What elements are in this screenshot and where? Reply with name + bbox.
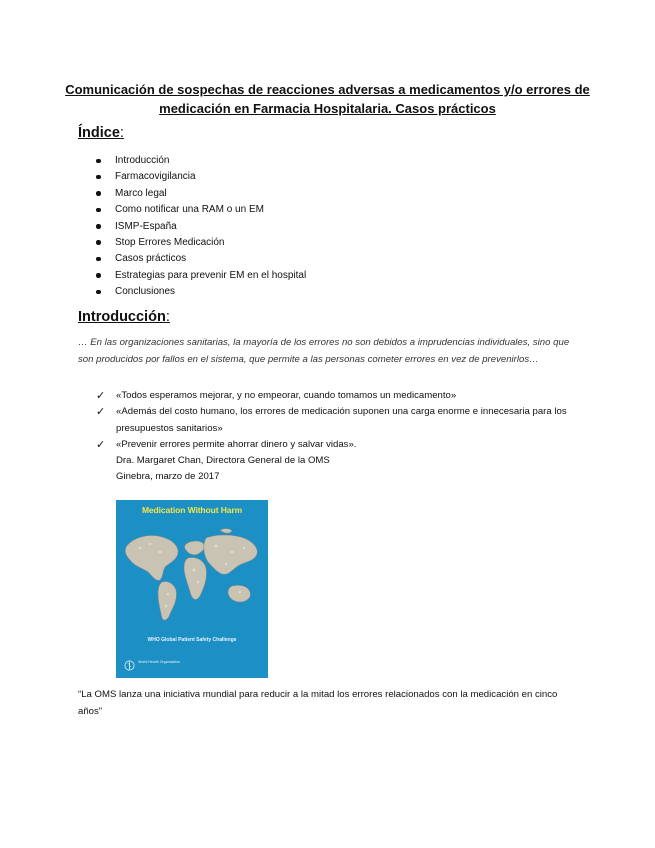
checkmark-icon: ✓: [96, 390, 106, 402]
bullet-icon: [96, 224, 101, 229]
index-item-label: Casos prácticos: [115, 253, 187, 265]
poster-title: Medication Without Harm: [141, 505, 243, 515]
quote-item: [96, 437, 586, 453]
document-title: Comunicación de sospechas de reacciones adversas a medicamentos y/o errores de medicación en Farmacia Hospitalaria. Casos prácticos: [65, 82, 590, 116]
index-item: [93, 235, 306, 251]
index-item-label: Farmacovigilancia: [115, 171, 196, 183]
poster-logo-text: World Health Organization: [138, 660, 181, 664]
index-heading-text: Índice: [78, 125, 120, 141]
poster-subtitle: WHO Global Patient Safety Challenge: [147, 637, 237, 643]
index-item-label: Conclusiones: [115, 286, 176, 298]
checkmark-icon: ✓: [96, 438, 106, 451]
quote-text: «Prevenir errores permite ahorrar dinero y salvar vidas».: [116, 438, 357, 450]
bullet-icon: [96, 240, 101, 245]
bullet-icon: [96, 175, 101, 180]
index-item-label: ISMP-España: [115, 220, 177, 232]
index-heading: [78, 124, 124, 142]
quote-text: «Además del costo humano, los errores de medicación suponen una carga enorme e innecesaria para los presupuestos sanitarios»: [116, 406, 567, 434]
closing-quote: “La OMS lanza una iniciativa mundial para reducir a la mitad los errores relacionados con la medicación en cinco años”: [78, 689, 558, 717]
bullet-icon: [96, 290, 101, 295]
quote-item: [96, 388, 586, 404]
index-item: [93, 202, 306, 218]
quote-place-date: Ginebra, marzo de 2017: [116, 471, 220, 483]
bullet-icon: [96, 191, 101, 196]
index-item-label: Como notificar una RAM o un EM: [115, 204, 264, 216]
index-item: [93, 169, 306, 185]
checkmark-icon: ✓: [96, 406, 106, 419]
quote-list: [96, 388, 586, 486]
index-item-label: Marco legal: [115, 187, 167, 199]
index-item: [93, 284, 306, 300]
introduction-heading-text: Introducción: [78, 309, 166, 325]
index-item: [93, 268, 306, 284]
introduction-heading-colon: :: [165, 309, 170, 325]
index-item-label: Stop Errores Medicación: [115, 236, 225, 248]
index-item: [93, 251, 306, 267]
world-map-illustration: [116, 522, 268, 632]
introduction-heading: [78, 308, 170, 326]
who-logo-icon: [124, 660, 135, 671]
bullet-icon: [96, 257, 101, 262]
introduction-paragraph: … En las organizaciones sanitarias, la mayoría de los errores no son debidos a imprudencias individuales, sino que son producidos por fallos en el sistema, que permite a las personas cometer errores en vez de prevenirlos…: [78, 337, 570, 365]
index-item: [93, 153, 306, 169]
index-list: [93, 153, 306, 301]
index-item: [93, 186, 306, 202]
bullet-icon: [96, 159, 101, 164]
quote-text: «Todos esperamos mejorar, y no empeorar, cuando tomamos un medicamento»: [116, 390, 457, 401]
bullet-icon: [96, 208, 101, 213]
quote-attribution: Dra. Margaret Chan, Directora General de la OMS: [116, 455, 330, 467]
quote-item: [96, 404, 586, 437]
index-item: [93, 219, 306, 235]
bullet-icon: [96, 273, 101, 278]
index-heading-colon: :: [119, 125, 124, 141]
who-campaign-poster: [116, 500, 268, 678]
index-item-label: Estrategias para prevenir EM en el hospital: [115, 269, 307, 281]
index-item-label: Introducción: [115, 155, 170, 166]
